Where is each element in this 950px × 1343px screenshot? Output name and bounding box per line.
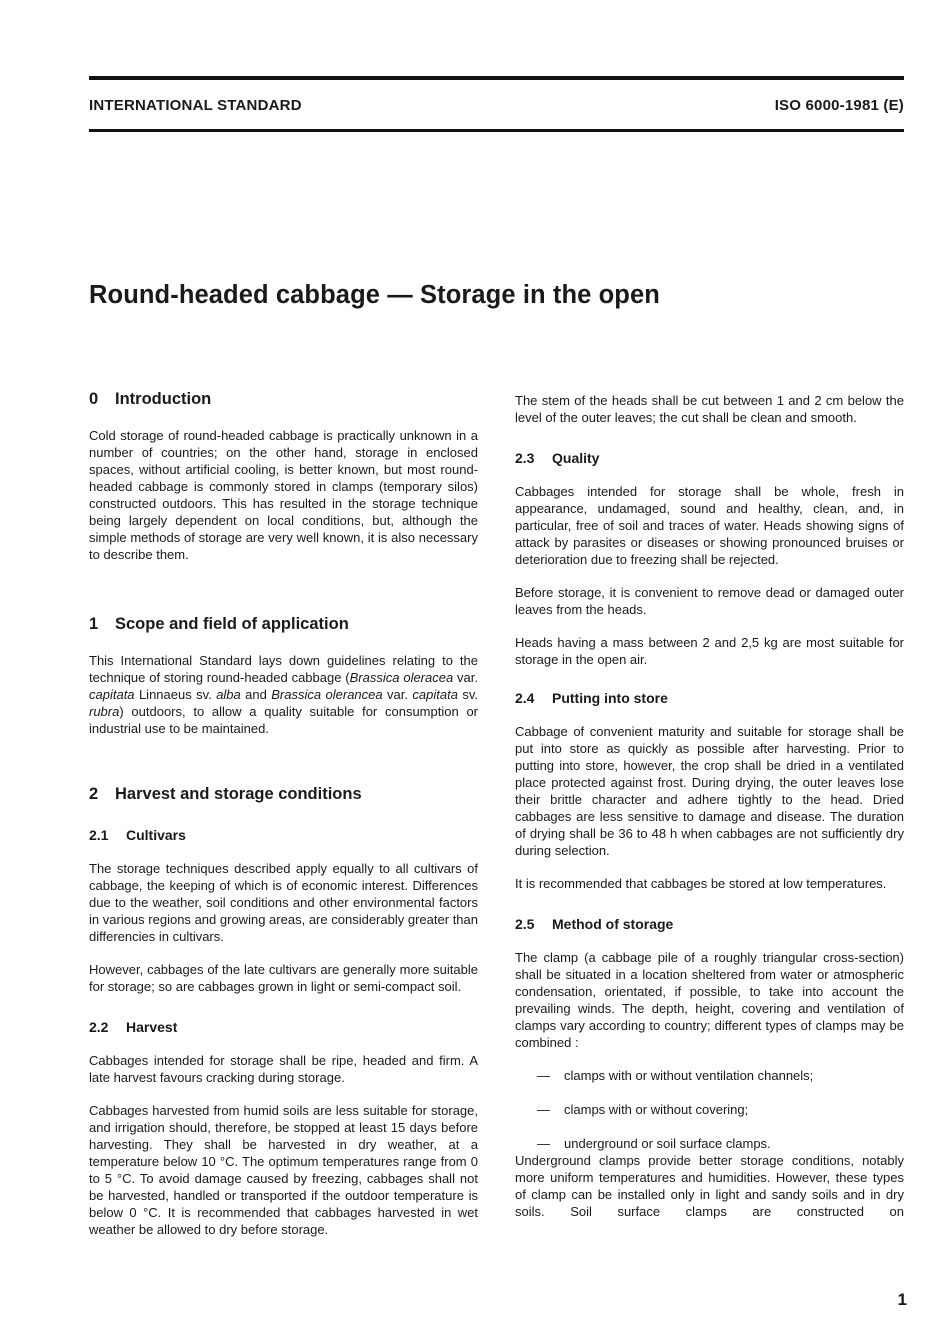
harvest-paragraph-3: The stem of the heads shall be cut between 1 and 2 cm below the level of the outer leaves; the cut shall be clean and smooth. [515, 393, 904, 425]
subsection-number: 2.3 [515, 450, 535, 466]
intro-paragraph: Cold storage of round-headed cabbage is practically unknown in a number of countries; on the other hand, storage in enclosed spaces, without artificial cooling, is better known, but most round-headed cabbage is commonly stored in clamps (temporary silos) constructed outdoors. This has resulted in the storage technique being largely dependent on local conditions, but, although the simple methods of storage are very well known, it is also necessary to describe them. [89, 428, 478, 562]
quality-paragraph-2: Before storage, it is convenient to remove dead or damaged outer leaves from the heads. [515, 585, 904, 617]
quality-paragraph-3: Heads having a mass between 2 and 2,5 kg are most suitable for storage in the open air. [515, 635, 904, 667]
cultivars-paragraph-2: However, cabbages of the late cultivars are generally more suitable for storage; so are cabbages grown in light or semi-compact soil. [89, 962, 478, 994]
page-title: Round-headed cabbage — Storage in the open [89, 281, 660, 309]
page-number: 1 [897, 1290, 907, 1309]
subsection-title: Putting into store [552, 690, 668, 706]
section-2-heading [89, 783, 478, 805]
list-item: — clamps with or without ventilation channels; [537, 1068, 814, 1083]
subsection-number: 2.5 [515, 916, 535, 932]
clamp-types-list [515, 1067, 904, 1152]
method-paragraph-2: Underground clamps provide better storage conditions, notably more uniform temperatures and humidities. However, these types of clamp can be installed only in light and sandy soils and in dry soils. Soil surface clamps are constructed on [515, 1153, 904, 1219]
dash-bullet: — [537, 1068, 550, 1083]
scope-paragraph: This International Standard lays down guidelines relating to the technique of storing round-headed cabbage (Brassica oleracea var. capitata Linnaeus sv. alba and Brassica olerancea var. capitata sv. rubra) outdoors, to allow a quality suitable for consumption or industrial use to be maintained. [89, 653, 479, 736]
dash-bullet: — [537, 1136, 550, 1151]
section-number: 1 [89, 615, 99, 633]
subsection-2-2-heading [89, 1017, 478, 1037]
document-type: INTERNATIONAL STANDARD [89, 97, 302, 114]
subsection-title: Method of storage [552, 916, 674, 932]
standard-number: ISO 6000-1981 (E) [774, 97, 904, 114]
subsection-number: 2.1 [89, 827, 109, 843]
section-title: Scope and field of application [115, 615, 349, 633]
quality-paragraph-1: Cabbages intended for storage shall be whole, fresh in appearance, undamaged, sound and healthy, clean, and, in particular, free of soil and traces of water. Heads showing signs of attack by parasites or diseases or showing pronounced bruises or deterioration due to freezing shall be rejected. [515, 484, 904, 567]
harvest-paragraph-2: Cabbages harvested from humid soils are less suitable for storage, and irrigation should, therefore, be stopped at least 15 days before harvesting. They shall be harvested in dry weather, at a temperature below 10 °C. The optimum temperatures range from 0 to 5 °C. To avoid damage caused by freezing, cabbages shall not be harvested, handled or transported if the outdoor temperature is below 0 °C. It is recommended that cabbages harvested in wet weather be allowed to dry before storage. [89, 1103, 478, 1237]
list-item: — underground or soil surface clamps. [537, 1136, 771, 1151]
section-title: Harvest and storage conditions [115, 785, 362, 803]
putting-paragraph-1: Cabbage of convenient maturity and suitable for storage shall be put into store as quickly as possible after harvesting. Prior to putting into store, however, the crop shall be dried in a ventilated place protected against frost. During drying, the outer leaves lose their brittle character and adhere tightly to the head. Dried cabbages are less sensitive to damage and disease. The duration of drying shall be 36 to 48 h when cabbages are not sufficiently dry during selection. [515, 724, 904, 858]
header-top-rule [89, 76, 904, 80]
subsection-2-3-heading [515, 448, 904, 468]
subsection-2-1-heading [89, 825, 478, 845]
section-number: 0 [89, 390, 99, 408]
method-paragraph-1: The clamp (a cabbage pile of a roughly triangular cross-section) shall be situated in a location sheltered from water or atmospheric condensation, orientated, if possible, to take into account the prevailing winds. The depth, height, covering and ventilation of clamps vary according to country; different types of clamps may be combined : [515, 950, 904, 1050]
section-number: 2 [89, 785, 99, 803]
harvest-paragraph-1: Cabbages intended for storage shall be ripe, headed and firm. A late harvest favours cracking during storage. [89, 1053, 478, 1085]
section-title: Introduction [115, 390, 212, 408]
right-column [515, 392, 904, 1220]
subsection-title: Quality [552, 450, 600, 466]
subsection-number: 2.2 [89, 1019, 109, 1035]
subsection-number: 2.4 [515, 690, 535, 706]
section-1-heading [89, 613, 478, 635]
section-0-heading [89, 388, 478, 410]
subsection-title: Cultivars [126, 827, 186, 843]
putting-paragraph-2: It is recommended that cabbages be stored at low temperatures. [515, 876, 887, 891]
cultivars-paragraph-1: The storage techniques described apply equally to all cultivars of cabbage, the keeping of which is of economic interest. Differences due to the weather, soil conditions and other environmental factors in various regions and growing areas, are considerably greater than differencies in cultivars. [89, 861, 478, 944]
subsection-2-5-heading [515, 914, 904, 934]
dash-bullet: — [537, 1102, 550, 1117]
left-column [89, 388, 478, 1238]
header-bottom-rule [89, 129, 904, 132]
list-item: — clamps with or without covering; [537, 1102, 749, 1117]
subsection-2-4-heading [515, 688, 904, 708]
subsection-title: Harvest [126, 1019, 178, 1035]
